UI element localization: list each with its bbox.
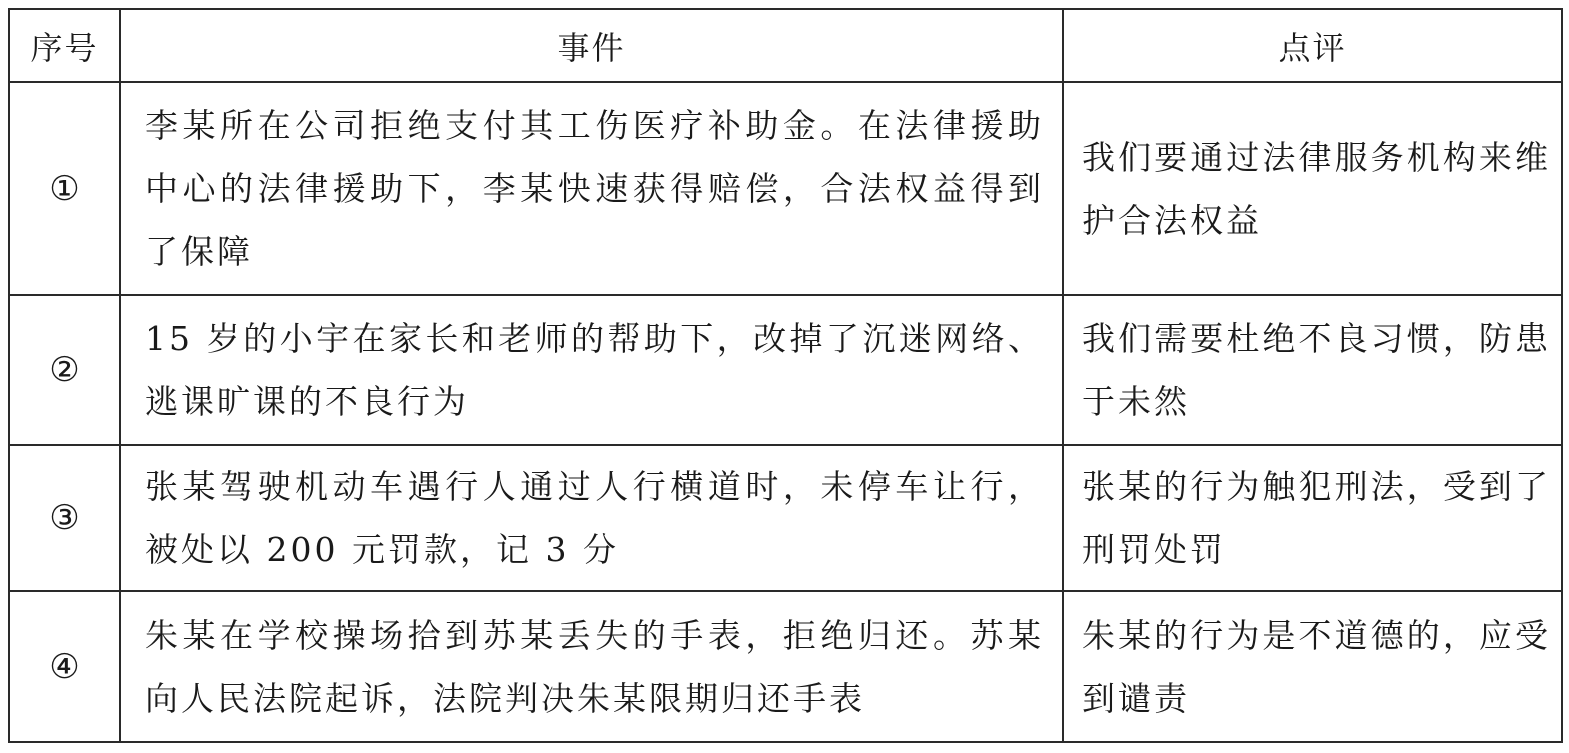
event-cell <box>120 445 1063 591</box>
header-event: 事件 <box>120 9 1063 82</box>
table-row <box>9 295 1562 445</box>
event-cell <box>120 295 1063 445</box>
comment-cell <box>1063 591 1562 742</box>
row-number: ① <box>9 82 120 295</box>
comment-text: 我们要通过法律服务机构来维护合法权益 <box>1082 137 1551 240</box>
event-text: 15 岁的小宇在家长和老师的帮助下，改掉了沉迷网络、逃课旷课的不良行为 <box>145 319 1044 421</box>
row-number: ② <box>9 295 120 445</box>
event-cell <box>120 82 1063 295</box>
table-row <box>9 445 1562 591</box>
table-header-row <box>9 9 1562 82</box>
table-row <box>9 591 1562 742</box>
comment-text: 张某的行为触犯刑法，受到了刑罚处罚 <box>1082 467 1551 569</box>
table-row <box>9 82 1562 295</box>
comment-cell <box>1063 82 1562 295</box>
header-no: 序号 <box>9 9 120 82</box>
comment-cell <box>1063 445 1562 591</box>
row-number: ④ <box>9 591 120 742</box>
row-number: ③ <box>9 445 120 591</box>
comment-cell <box>1063 295 1562 445</box>
event-text: 朱某在学校操场拾到苏某丢失的手表，拒绝归还。苏某向人民法院起诉，法院判决朱某限期归还手表 <box>145 615 1044 718</box>
event-text: 张某驾驶机动车遇行人通过人行横道时，未停车让行，被处以 200 元罚款，记 3 分 <box>145 467 1044 569</box>
event-text: 李某所在公司拒绝支付其工伤医疗补助金。在法律援助中心的法律援助下，李某快速获得赔偿，合法权益得到了保障 <box>145 106 1044 271</box>
header-comment: 点评 <box>1063 9 1562 82</box>
event-cell <box>120 591 1063 742</box>
events-table <box>8 8 1563 743</box>
comment-text: 朱某的行为是不道德的，应受到谴责 <box>1082 615 1551 718</box>
comment-text: 我们需要杜绝不良习惯，防患于未然 <box>1082 319 1551 421</box>
